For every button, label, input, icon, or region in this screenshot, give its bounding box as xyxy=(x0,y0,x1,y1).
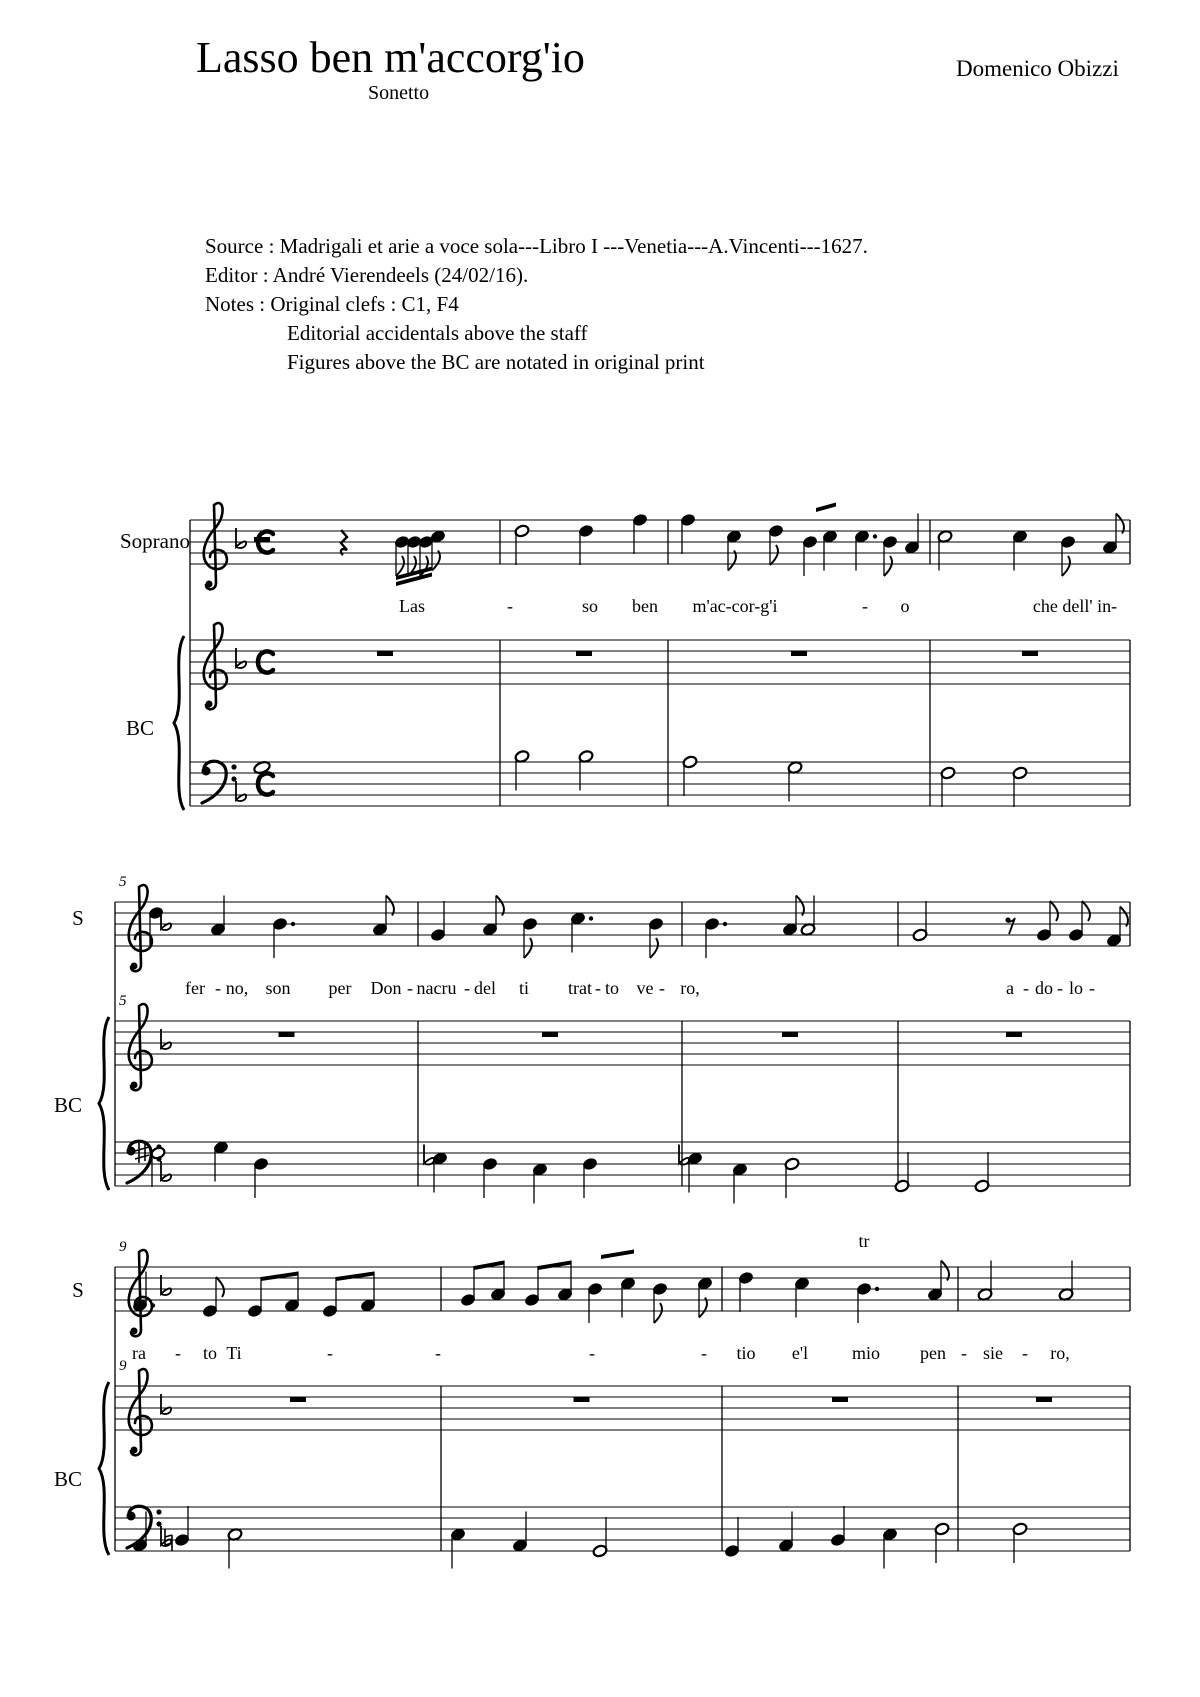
soprano-note xyxy=(1068,901,1084,942)
whole-rest-icon xyxy=(290,1397,306,1402)
bass-note xyxy=(830,1506,846,1547)
lyric-syllable: - xyxy=(961,1343,967,1363)
lyric-syllable: so xyxy=(581,596,599,616)
beam xyxy=(601,1250,634,1260)
lyric-syllable: - xyxy=(464,978,470,998)
lyric-syllable: - xyxy=(327,1343,333,1363)
beam xyxy=(474,1261,504,1271)
bass-note xyxy=(532,1163,548,1204)
lyric-syllable: mio xyxy=(851,1343,881,1363)
soprano-note xyxy=(856,1282,872,1323)
lyric-syllable: trat xyxy=(568,978,592,998)
soprano-note xyxy=(524,1266,540,1307)
soprano-note xyxy=(247,1277,263,1318)
bass-note xyxy=(732,1163,748,1204)
lyric-syllable: - xyxy=(659,978,665,998)
treble-clef-icon xyxy=(129,1250,152,1336)
lyric-syllable: e'l xyxy=(791,1343,809,1363)
soprano-note xyxy=(912,901,928,942)
lyric-syllable: son xyxy=(265,978,291,998)
soprano-note xyxy=(1036,901,1052,942)
measure-number: 5 xyxy=(119,874,127,890)
lyric-syllable: - xyxy=(1089,978,1095,998)
brace xyxy=(99,1017,109,1190)
soprano-note xyxy=(272,917,288,958)
bass-note xyxy=(592,1517,608,1558)
measure-number: 5 xyxy=(119,993,127,1009)
beam xyxy=(336,1272,374,1282)
bc-label: BC xyxy=(53,1467,83,1491)
augmentation-dot xyxy=(875,1287,879,1291)
augmentation-dot xyxy=(723,922,727,926)
lyric-syllable: - xyxy=(589,1343,595,1363)
lyric-syllable: che dell' in- xyxy=(1032,596,1118,616)
lyric-syllable: o xyxy=(900,596,910,616)
augmentation-dot xyxy=(589,916,593,920)
soprano-staff xyxy=(190,520,1130,564)
whole-rest-icon xyxy=(377,651,393,656)
whole-rest-icon xyxy=(1022,651,1038,656)
bass-note xyxy=(882,1528,898,1569)
soprano-label: S xyxy=(72,906,84,930)
lyric-syllable: - xyxy=(407,978,413,998)
bass-note xyxy=(682,755,698,796)
lyric-syllable: do xyxy=(1035,978,1053,998)
flag xyxy=(650,938,658,958)
whole-rest-icon xyxy=(1006,1032,1022,1037)
soprano-label: S xyxy=(72,1278,84,1302)
lyric-syllable: - xyxy=(175,1343,181,1363)
notes-accidentals-line: Editorial accidentals above the staff xyxy=(287,321,588,345)
whole-rest-icon xyxy=(279,1032,295,1037)
soprano-note xyxy=(704,917,720,958)
flag xyxy=(770,545,778,565)
lyric-syllable: no, xyxy=(225,978,249,998)
soprano-note xyxy=(430,901,446,942)
rest-icon xyxy=(1005,917,1015,934)
whole-rest-icon xyxy=(832,1397,848,1402)
bass-note xyxy=(227,1528,243,1569)
flag xyxy=(1082,901,1090,921)
notes-figures-line: Figures above the BC are notated in original print xyxy=(287,350,705,374)
beam xyxy=(261,1272,298,1282)
bass-note xyxy=(784,1157,800,1198)
bc-label: BC xyxy=(125,716,155,740)
flat-icon xyxy=(679,1145,689,1165)
lyric-syllable: ve xyxy=(636,978,654,998)
soprano-note xyxy=(578,524,594,565)
augmentation-dot xyxy=(151,1303,155,1307)
rest-icon xyxy=(254,537,270,542)
soprano-note xyxy=(632,513,648,554)
soprano-note xyxy=(680,513,696,554)
lyric-syllable: fer xyxy=(185,978,205,998)
lyric-syllable: - xyxy=(595,978,601,998)
lyric-syllable: del xyxy=(474,978,496,998)
bass-note xyxy=(934,1522,950,1563)
soprano-note xyxy=(738,1271,754,1312)
flag xyxy=(1050,901,1058,921)
brace xyxy=(174,636,184,810)
soprano-note xyxy=(322,1277,338,1318)
lyric-syllable: ro, xyxy=(680,978,700,998)
measure-number: 9 xyxy=(119,1358,127,1374)
bc-treble-staff xyxy=(115,1386,1130,1430)
lyric-syllable: Las xyxy=(399,596,425,616)
bass-note xyxy=(253,1157,269,1198)
lyric-syllable: sie xyxy=(983,1343,1003,1363)
flag xyxy=(396,556,404,576)
bass-note xyxy=(482,1157,498,1198)
lyric-syllable: Ti xyxy=(226,1343,242,1363)
composer-name: Domenico Obizzi xyxy=(956,56,1119,81)
bc-bass-staff xyxy=(190,762,1130,806)
lyric-syllable: - xyxy=(1057,978,1063,998)
lyric-syllable: - xyxy=(215,978,221,998)
flag xyxy=(1062,556,1070,576)
augmentation-dot xyxy=(873,534,877,538)
flag xyxy=(216,1277,224,1297)
lyric-syllable: - xyxy=(435,1343,441,1363)
whole-rest-icon xyxy=(574,1397,590,1402)
lyric-syllable: a xyxy=(1006,978,1014,998)
bc-label: BC xyxy=(53,1093,83,1117)
augmentation-dot xyxy=(291,922,295,926)
bass-note xyxy=(974,1152,990,1193)
trill-ornament: tr xyxy=(858,1231,870,1251)
piece-title: Lasso ben m'accorg'io xyxy=(196,33,585,82)
whole-rest-icon xyxy=(542,1032,558,1037)
flag xyxy=(524,938,532,958)
treble-clef-icon xyxy=(129,885,152,971)
lyric-syllable: - xyxy=(862,596,868,616)
lyric-syllable: - xyxy=(507,596,513,616)
lyric-syllable: cru xyxy=(433,978,457,998)
bc-bass-staff xyxy=(115,1507,1130,1551)
lyric-syllable: to xyxy=(604,978,620,998)
whole-rest-icon xyxy=(791,651,807,656)
treble-clef-icon xyxy=(204,503,227,589)
bass-note xyxy=(582,1157,598,1198)
score-systems xyxy=(54,503,1130,1569)
bass-note xyxy=(450,1528,466,1569)
bass-note xyxy=(894,1152,910,1193)
editor-line: Editor : André Vierendeels (24/02/16). xyxy=(205,263,529,287)
piece-subtitle: Sonetto xyxy=(368,82,430,104)
whole-rest-icon xyxy=(1036,1397,1052,1402)
source-line: Source : Madrigali et arie a voce sola---Libro I ---Venetia---A.Vincenti---1627. xyxy=(205,234,868,258)
brace xyxy=(99,1382,109,1555)
lyric-syllable: - xyxy=(701,1343,707,1363)
lyric-syllable: ra xyxy=(132,1343,146,1363)
lyric-syllable: to xyxy=(202,1343,218,1363)
soprano-note xyxy=(202,1277,218,1318)
lyric-syllable: m'ac-cor-g'i xyxy=(692,596,778,616)
lyric-syllable: ro, xyxy=(1050,1343,1070,1363)
lyric-syllable: ti xyxy=(518,978,530,998)
flag xyxy=(884,556,892,576)
measure-number: 9 xyxy=(119,1239,127,1255)
soprano-label: Soprano xyxy=(120,529,190,553)
bass-note xyxy=(724,1517,740,1558)
bc-treble-staff xyxy=(190,640,1130,684)
treble-clef-icon xyxy=(204,623,227,709)
lyric-syllable: tio xyxy=(736,1343,756,1363)
lyric-syllable: ben xyxy=(632,596,658,616)
lyric-syllable: lo xyxy=(1068,978,1084,998)
lyric-syllable: - xyxy=(1023,978,1029,998)
flat-icon xyxy=(424,1145,434,1165)
bass-note xyxy=(940,766,956,807)
soprano-note xyxy=(514,524,530,565)
bc-treble-staff xyxy=(115,1021,1130,1065)
treble-clef-icon xyxy=(129,1369,152,1455)
lyric-syllable: - xyxy=(1022,1343,1028,1363)
bass-note xyxy=(1012,766,1028,807)
whole-rest-icon xyxy=(576,651,592,656)
notes-line: Notes : Original clefs : C1, F4 xyxy=(205,292,459,316)
soprano-note xyxy=(460,1266,476,1307)
lyric-syllable: per xyxy=(328,978,352,998)
bass-note xyxy=(174,1506,190,1547)
beam xyxy=(816,503,836,513)
beam xyxy=(538,1261,571,1271)
soprano-note xyxy=(587,1282,603,1323)
lyric-syllable: na xyxy=(416,978,434,998)
whole-rest-icon xyxy=(782,1032,798,1037)
treble-clef-icon xyxy=(129,1004,152,1090)
soprano-staff xyxy=(115,902,1130,946)
bass-note xyxy=(1012,1522,1028,1563)
soprano-note xyxy=(802,535,818,576)
bass-clef-icon xyxy=(202,761,237,803)
lyric-syllable: Don xyxy=(370,978,402,998)
lyric-syllable: pen xyxy=(920,1343,946,1363)
flag xyxy=(654,1303,662,1323)
